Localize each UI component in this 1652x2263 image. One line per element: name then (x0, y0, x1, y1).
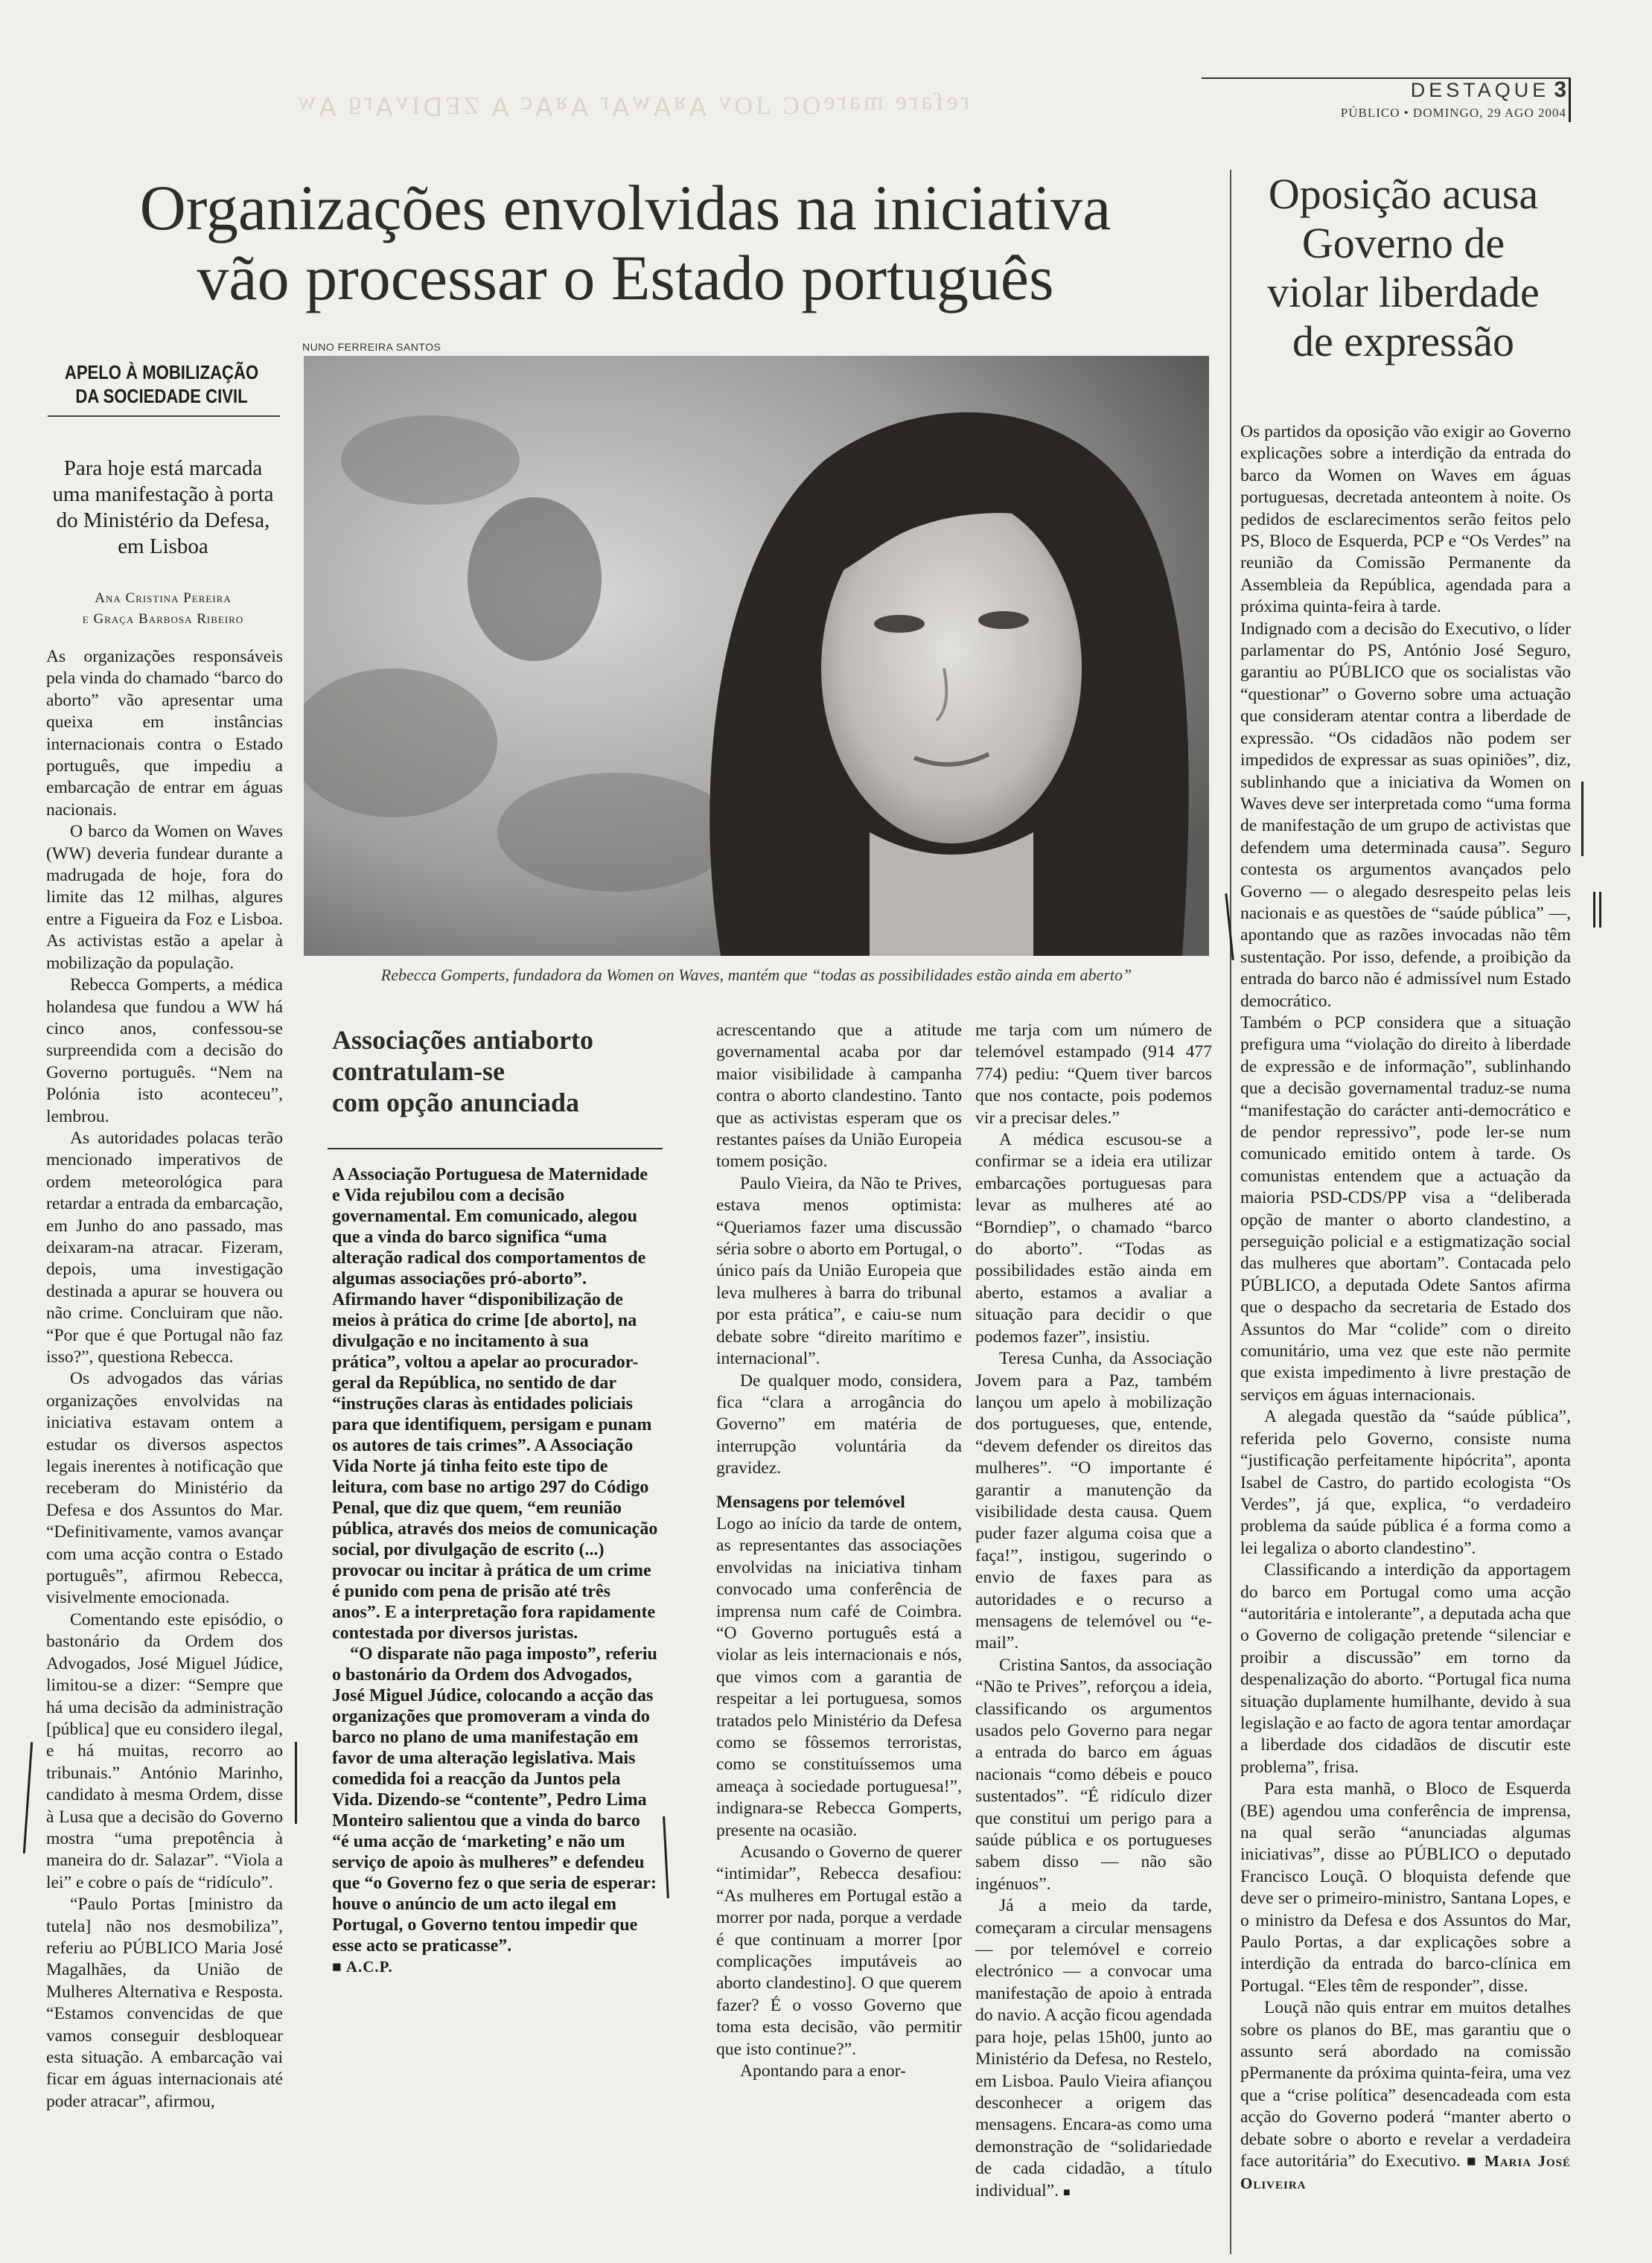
paragraph: Rebecca Gomperts, a médica holandesa que fundou a WW há cinco anos, confessou-se surpreendida com a decisão do Governo português. “Nem na Polónia isto aconteceu”, lembrou. (46, 975, 283, 1126)
portrait-illustration (304, 356, 1209, 956)
side-signoff: ■ Maria José Oliveira (1240, 2152, 1571, 2192)
divider (48, 415, 280, 417)
paragraph: Classificando a interdição da apportagem do barco em Portugal como uma acção “autoritária e intolerante”, a deputada acha que o Governo de coligação pretende “silenciar e proibir a discussão” em torno da despenalização do aborto. “Portugal fica numa situação duplamente humilhante, devido à sua legislação e ao facto de agora tentar amordaçar a liberdade dos cidadãos de discutir este problema”, frisa. (1240, 1560, 1571, 1777)
paragraph: Teresa Cunha, da Associação Jovem para a Paz, também lançou um apelo à mobilização dos portugueses, que, entende, “devem defender os direitos das mulheres”. “O importante é garantir a manutenção da visibilidade desta causa. Quem puder fazer alguma coisa que a faça!”, instigou, sugerindo o envio de faxes para as autoridades e o recurso a mensagens de telemóvel ou “e-mail”. (975, 1349, 1212, 1653)
intro-lead: Para hoje está marcada uma manifestação à porta do Ministério da Defesa, em Lisboa (52, 456, 274, 558)
headline-line: vão processar o Estado português (197, 242, 1054, 313)
box-headline: Associações antiaborto contratulam-se com opção anunciada (332, 1025, 593, 1117)
article-column-3 (716, 1020, 962, 2083)
pen-mark (23, 1742, 33, 1854)
paragraph: Já a meio da tarde, começaram a circular mensagens — por telemóvel e correio electrónico — a convocar uma manifestação de apoio à entrada do navio. A acção ficou agendada para hoje, pelas 15h00, junto ao Ministério da Defesa, no Restelo, em Lisboa. Paulo Vieira afiançou desconhecer a origem das mensagens. Encara-as como uma demonstração de “solidariedade de cada cidadão, a título individual”. ■ (975, 1896, 1212, 2200)
pen-mark (1599, 892, 1601, 928)
paragraph: A médica escusou-se a confirmar se a ideia era utilizar embarcações portuguesas para levar as mulheres até ao “Borndiep”, o chamado “barco do aborto”. “Todas as possibilidades estão ainda em aberto, estamos a avaliar a situação para decidir o que podemos fazer”, insistiu. (975, 1130, 1212, 1347)
pen-mark (1593, 892, 1595, 928)
paragraph: Acusando o Governo de querer “intimidar”, Rebecca desafiou: “As mulheres em Portugal estão a morrer por nada, porque a verdade é que continuam a morrer [por complicações imputáveis ao aborto clandestino]. O que querem fazer? É o vosso Governo que toma esta decisão, vão permitir que isto continue?”. (716, 1842, 962, 2059)
side-headline: Oposição acusa Governo de violar liberdade de expressão (1267, 170, 1540, 366)
pen-mark (295, 1742, 297, 1824)
paragraph: O barco da Women on Waves (WW) deveria fundear durante a madrugada de hoje, fora do limite das 12 milhas, algures entre a Figueira da Foz e Lisboa. As activistas estão a apelar à mobilização da população. (46, 822, 283, 973)
date-line: PÚBLICO • DOMINGO, 29 AGO 2004 (1340, 106, 1566, 120)
paragraph: “Paulo Portas [ministro da tutela] não nos desmobiliza”, referiu ao PÚBLICO Maria José Magalhães, da União de Mulheres Alternativa e Resposta. “Estamos convencidas de que vamos conseguir desbloquear esta situação. A embarcação vai ficar em águas internacionais até poder atracar”, afirmou, (46, 1895, 283, 2111)
paragraph: Paulo Vieira, da Não te Prives, estava menos optimista: “Queriamos fazer uma discussão séria sobre o aborto em Portugal, o único país da União Europeia que leva mulheres à barra do tribunal por esta prática”, e caiu-se num debate sobre “direito marítimo e internacional”. (716, 1173, 962, 1369)
kicker: APELO À MOBILIZAÇÃO DA SOCIEDADE CIVIL (64, 361, 259, 407)
paragraph: A Associação Portuguesa de Maternidade e Vida rejubilou com a decisão governamental. Em comunicado, alegou que a vinda do barco significa “uma alteração radical dos comportamentos de algumas associações pró-aborto”. Afirmando haver “disponibilização de meios à prática do crime [de aborto], na divulgação e no incitamento à sua prática”, voltou a apelar ao procurador-geral da República, no sentido de dar “instruções claras às entidades policiais para que identifiquem, persigam e punam os autores de tais crimes”. A Associação Vida Norte já tinha feito este tipo de leitura, com base no artigo 297 do Código Penal, que diz que quem, “em reunião pública, através dos meios de comunicação social, por divulgação de escrito (...) provocar ou incitar à prática de um crime é punido com pena de prisão até três anos”. E a interpretação fora rapidamente contestada por diversos juristas. (332, 1165, 658, 1643)
paragraph: acrescentando que a atitude governamental acaba por dar maior visibilidade à campanha contra o aborto clandestino. Tanto que as activistas esperam que os restantes países da União Europeia tomem posição. (716, 1021, 962, 1172)
portrait-photo (304, 356, 1209, 956)
paragraph: me tarja com um número de telemóvel estampado (914 477 774) pediu: “Quem tiver barcos que nos contacte, pois podemos vir a precisar deles.” (975, 1021, 1212, 1128)
paragraph: As organizações responsáveis pela vinda do chamado “barco do aborto” vão apresentar uma queixa em instâncias internacionais contra o Estado português, que impediu a embarcação de entrar em águas nacionais. (46, 647, 283, 820)
paragraph: Comentando este episódio, o bastonário da Ordem dos Advogados, José Miguel Júdice, limitou-se a dizer: “Sempre que há uma decisão da administração [pública] que eu considero ilegal, e há muitas, recorro ao tribunais.” António Marinho, candidato à mesma Ordem, disse à Lusa que a decisão do Governo mostra “uma prepotência à maneira do dr. Salazar”. “Viola a lei” e cobre o país de “ridículo”. (46, 1609, 283, 1892)
box-body (332, 1164, 660, 1977)
paragraph: Indignado com a decisão do Executivo, o líder parlamentar do PS, António José Seguro, garantiu ao PÚBLICO que os socialistas vão “questionar” o Governo sobre uma actuação que consideram atentar contra a liberdade de expressão. “Os cidadãos não podem ser impedidos de expressar as suas opiniões”, diz, sublinhando que a iniciativa da Women on Waves deve ser interpretada como “uma forma de manifestação de um grupo de activistas que defendem uma determinada causa”. Seguro contesta os argumentos avançados pelo Governo — o alegado desrespeito pelas leis nacionais e as questões de “saúde pública” —, apontando que as razões invocadas não têm sustentação. Por isso, defende, a proibição da entrada do barco não é admissível num Estado democrático. (1240, 619, 1571, 1011)
article-column-1 (46, 646, 283, 2113)
bleed-through-text: ʍ∀ ƃɹ∀ʌIᗡƎZ ∀ ɔ∀ʀ∀ ɹ∀ʍ∀ʀ∀ ʌOΓ ƆOǝɹɐɯ ǝɹɐɟǝɹ (298, 92, 973, 119)
paragraph: A alegada questão da “saúde pública”, referida pelo Governo, consiste numa “justificação perfeitamente hipócrita”, aponta Isabel de Castro, do partido ecologista “Os Verdes”, já que, explica, “o verdadeiro problema da saúde pública é a forma como a lei legaliza o aborto clandestino”. (1240, 1407, 1571, 1558)
end-mark: ■ (1062, 2186, 1071, 2199)
paragraph: Apontando para a enor- (740, 2061, 906, 2081)
section-label: DESTAQUE 3 (1410, 77, 1566, 102)
paragraph: As autoridades polacas terão mencionado imperativos de ordem meteorológica para retardar a entrada da embarcação, em Junho do ano passado, mas deixaram-na atracar. Fizeram, depois, uma investigação destinada a apurar se houvera ou não crime. Concluiram que não. “Por que é que Portugal não faz isso?”, questiona Rebecca. (46, 1128, 283, 1367)
paragraph: Logo ao início da tarde de ontem, as representantes das associações envolvidas na iniciativa tinham convocado uma conferência de imprensa num café de Coimbra. “O Governo português está a violar as leis internacionais e nós, que vimos com a garantia de respeitar a lei portuguesa, somos tratados pelo Ministério da Defesa como se fôssemos terroristas, como se constituíssemos uma ameaça à sociedade portuguesa!”, indignara-se Rebecca Gomperts, presente na ocasião. (716, 1513, 962, 1840)
paragraph: Os partidos da oposição vão exigir ao Governo explicações sobre a interdição da entrada do barco da Women on Waves em águas portuguesas, decretada anteontem à noite. Os pedidos de esclarecimentos serão feitos pelo PS, Bloco de Esquerda, PCP e “Os Verdes” na reunião da Comissão Permanente da Assembleia da República, agendada para a próxima quinta-feira à tarde. (1240, 422, 1571, 617)
photo-caption: Rebecca Gomperts, fundadora da Women on Waves, mantém que “todas as possibilidades estão ainda em aberto” (380, 965, 1132, 984)
column-divider (1230, 170, 1231, 2254)
main-headline (45, 173, 1206, 313)
paragraph: Louçã não quis entrar em muitos detalhes sobre os planos do BE, mas garantiu que o assunto será abordado na comissão pPermanente da próxima quinta-feira, uma vez que a “crise política” desencadeada com esta acção do Governo poderá “manter aberto o debate sobre o aborto e revelar a verdadeira face autoritária” do Executivo. ■ Maria José Oliveira (1240, 1998, 1571, 2192)
box-signoff: ■ A.C.P. (332, 1958, 393, 1976)
paragraph: Os advogados das várias organizações envolvidas na iniciativa estavam ontem a estudar os diversos aspectos legais inerentes à notificação que receberam do Ministério da Defesa e dos Assuntos do Mar. “Definitivamente, vamos avançar com uma acção contra o Estado português”, afirmou Rebecca, visivelmente emocionada. (46, 1369, 283, 1608)
paragraph: Para esta manhã, o Bloco de Esquerda (BE) agendou uma conferência de imprensa, na qual serão “anunciadas algumas iniciativas”, disse ao PÚBLICO o deputado Francisco Louçã. O bloquista defende que deve ser o primeiro-ministro, Santana Lopes, e o ministro da Defesa e dos Assuntos do Mar, Paulo Portas, a dar explicações sobre a interdição da entrada do barco-clínica em Portugal. “Eles têm de responder”, disse. (1240, 1779, 1571, 1996)
pen-mark (663, 1816, 669, 1898)
photo-credit: NUNO FERREIRA SANTOS (302, 341, 441, 353)
paragraph: “O disparate não paga imposto”, referiu o bastonário da Ordem dos Advogados, José Miguel Júdice, colocando a acção das organizações que promoveram a vinda do barco no plano de uma manifestação em favor de uma alteração legislativa. Mais comedida foi a reacção da Juntos pela Vida. Dizendo-se “contente”, Pedro Lima Monteiro salientou que a vinda do barco “é uma acção de ‘marketing’ e não um serviço de apoio às mulheres” e defendeu que “o Governo fez o que seria de esperar: houve o anúncio de um acto ilegal em Portugal, o Governo tentou impedir que esse acto se praticasse”. (332, 1644, 657, 1956)
side-article-body (1240, 421, 1571, 2195)
page-number: 3 (1554, 77, 1566, 102)
paragraph: Cristina Santos, da associação “Não te Prives”, reforçou a ideia, classificando os argumentos usados pelo Governo para negar a entrada do barco em águas nacionais “como débeis e pouco sustentados”. “É ridículo dizer que constitui um perigo para a saúde pública e os portugueses sabem disso — não são ingénuos”. (975, 1655, 1212, 1894)
subheading: Mensagens por telemóvel (716, 1492, 905, 1512)
pen-mark (1581, 782, 1584, 856)
box-divider (328, 1148, 663, 1149)
paragraph: De qualquer modo, considera, fica “clara a arrogância do Governo” em matéria de interrupção voluntária da gravidez. (716, 1370, 962, 1478)
article-column-4 (975, 1020, 1212, 2203)
headline-line: Organizações envolvidas na iniciativa (139, 172, 1112, 243)
paragraph: Também o PCP considera que a situação prefigura uma “violação do direito à liberdade de expressão e de informação”, sublinhando que a decisão governamental traduz-se numa “manifestação do carácter anti-democrático e de pendor repressivo”, pode ler-se num comunicado emitido ontem à tarde. Os comunistas entendem que a actuação da maioria PSD-CDS/PP visa a “deliberada opção de manter o aborto clandestino, a perseguição policial e a estigmatização social das mulheres que abortam”. Contacada pelo PÚBLICO, a deputada Odete Santos afirma que o despacho da secretaria de Estado dos Assuntos do Mar “colide” com o direito comunitário, uma vez que este não permite que exista impedimento à livre prestação de serviços em águas internacionais. (1240, 1012, 1571, 1405)
byline: Ana Cristina Pereira e Graça Barbosa Ribeiro (82, 590, 244, 627)
